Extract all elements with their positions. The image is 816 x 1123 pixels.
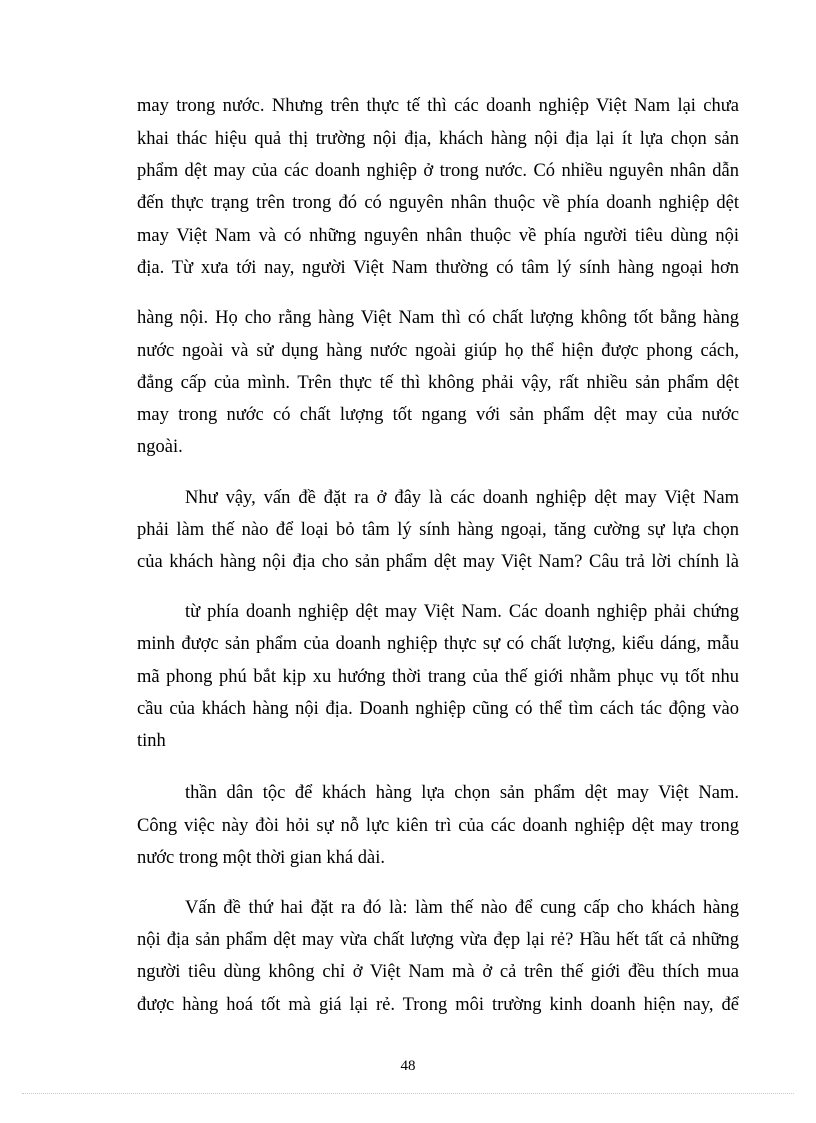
text-line: minh được sản phẩm của doanh nghiệp thực sự có chất lượng, kiểu dáng, mẫu	[137, 634, 739, 654]
text-line: đến thực trạng trên trong đó có nguyên nhân thuộc về phía doanh nghiệp dệt	[137, 193, 739, 213]
text-line: may trong nước có chất lượng tốt ngang với sản phẩm dệt may của nước	[137, 405, 739, 425]
text-line: đẳng cấp của mình. Trên thực tế thì không phải vậy, rất nhiều sản phẩm dệt	[137, 373, 739, 393]
text-line: khai thác hiệu quả thị trường nội địa, khách hàng nội địa lại ít lựa chọn sản	[137, 129, 739, 149]
text-line: tinh	[137, 731, 166, 751]
text-line: từ phía doanh nghiệp dệt may Việt Nam. Các doanh nghiệp phải chứng	[185, 602, 739, 622]
text-line: Công việc này đòi hỏi sự nỗ lực kiên trì của các doanh nghiệp dệt may trong	[137, 816, 739, 836]
text-line: của khách hàng nội địa cho sản phẩm dệt may Việt Nam? Câu trả lời chính là	[137, 552, 739, 572]
text-line: phẩm dệt may của các doanh nghiệp ở trong nước. Có nhiều nguyên nhân dẫn	[137, 161, 739, 181]
text-line: địa. Từ xưa tới nay, người Việt Nam thường có tâm lý sính hàng ngoại hơn	[137, 258, 739, 278]
text-line: may trong nước. Nhưng trên thực tế thì các doanh nghiệp Việt Nam lại chưa	[137, 96, 739, 116]
text-line: mã phong phú bắt kịp xu hướng thời trang của thế giới nhằm phục vụ tốt nhu	[137, 667, 739, 687]
page-number: 48	[400, 1058, 416, 1074]
text-line: người tiêu dùng không chỉ ở Việt Nam mà ở cả trên thế giới đều thích mua	[137, 962, 739, 982]
text-line: thần dân tộc để khách hàng lựa chọn sản phẩm dệt may Việt Nam.	[185, 783, 739, 803]
text-line: phải làm thế nào để loại bỏ tâm lý sính hàng ngoại, tăng cường sự lựa chọn	[137, 520, 739, 540]
footer-divider	[22, 1093, 794, 1094]
text-line: Như vậy, vấn đề đặt ra ở đây là các doanh nghiệp dệt may Việt Nam	[185, 488, 739, 508]
text-line: ngoài.	[137, 437, 183, 457]
text-line: Vấn đề thứ hai đặt ra đó là: làm thế nào để cung cấp cho khách hàng	[185, 898, 739, 918]
text-line: được hàng hoá tốt mà giá lại rẻ. Trong môi trường kinh doanh hiện nay, để	[137, 995, 739, 1015]
text-line: nước trong một thời gian khá dài.	[137, 848, 385, 868]
text-line: may Việt Nam và có những nguyên nhân thuộc về phía người tiêu dùng nội	[137, 226, 739, 246]
text-line: nước ngoài và sử dụng hàng nước ngoài giúp họ thể hiện được phong cách,	[137, 341, 739, 361]
text-line: cầu của khách hàng nội địa. Doanh nghiệp cũng có thể tìm cách tác động vào	[137, 699, 739, 719]
text-line: hàng nội. Họ cho rằng hàng Việt Nam thì có chất lượng không tốt bằng hàng	[137, 308, 739, 328]
text-line: nội địa sản phẩm dệt may vừa chất lượng vừa đẹp lại rẻ? Hầu hết tất cả những	[137, 930, 739, 950]
